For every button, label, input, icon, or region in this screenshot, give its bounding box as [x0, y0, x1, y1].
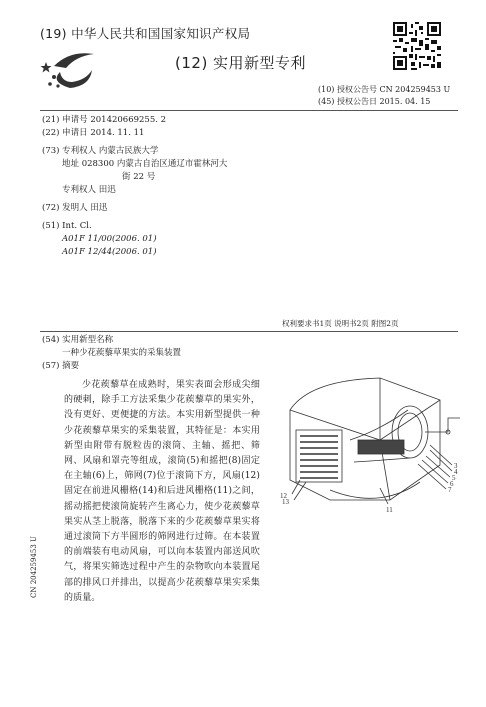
- int-cl-heading: (51) Int. Cl.: [42, 221, 92, 231]
- ipc-class-1: A01F 11/00(2006. 01): [62, 234, 157, 244]
- section-divider: [40, 331, 458, 332]
- utility-model-title: 一种少花蒺藜草果实的采集装置: [62, 348, 182, 358]
- publication-info: [318, 84, 450, 108]
- patentee: (73) 专利权人 内蒙古民族大学: [42, 146, 159, 156]
- ipc-class-2: A01F 12/44(2006. 01): [62, 247, 157, 257]
- cnipa-logo: [40, 42, 100, 94]
- bibliographic-data: [42, 114, 322, 259]
- application-number: (21) 申请号 201420669255. 2: [42, 115, 167, 125]
- figure-label-5: 5: [452, 474, 456, 482]
- qr-code-icon: [393, 22, 441, 70]
- filing-date: (22) 申请日 2014. 11. 11: [42, 128, 145, 138]
- figure-label-6: 6: [450, 480, 454, 488]
- office-title: (19) 中华人民共和国国家知识产权局: [40, 26, 251, 41]
- publication-number: (10) 授权公告号 CN 204259453 U: [318, 85, 451, 94]
- address-line-1: 地址 028300 内蒙古自治区通辽市霍林河大: [62, 159, 228, 169]
- figure-label-7: 7: [448, 486, 452, 494]
- figure-label-3: 3: [454, 462, 458, 470]
- figure-label-13: 13: [282, 498, 289, 506]
- utility-model-name-heading: (54) 实用新型名称: [42, 335, 114, 345]
- figure-label-11: 11: [386, 506, 393, 514]
- figure-label-4: 4: [454, 468, 458, 476]
- abstract-text: 少花蒺藜草在成熟时，果实表面会形成尖细的硬刺，除手工方法采集少花蒺藜草的果实外，没有更好、更便捷的方法。本实用新型提供一种少花蒺藜草果实的采集装置，其特征是：本实用新型由附带有脱粒齿的滚筒、主轴、摇把、筛网、风扇和罩壳等组成，滚筒(5)和摇把(8)固定在主轴(6)上，筛网(7)位于滚筒下方，风扇(12)固定在前进风栅格(14)和后进风栅格(11)之间，摇动摇把使滚筒旋转产生离心力，使少花蒺藜草果实从茎上脱落，脱落下来的少花蒺藜草果实将通过滚筒下方半圆形的筛网进行过筛。在本装置的前端装有电动风扇，可以向本装置内部送风吹气，将果实筛选过程中产生的杂物吹向本装置尾部的排风口并排出，以提高少花蒺藜草果实采集的质量。: [64, 380, 260, 603]
- figure-label-12: 12: [280, 492, 287, 500]
- side-publication-code: CN 204259453 U: [30, 536, 38, 598]
- abstract-heading: (57) 摘要: [42, 361, 80, 371]
- publication-date: (45) 授权公告日 2015. 04. 15: [318, 97, 431, 106]
- header-divider: [40, 110, 458, 111]
- abstract-header-block: [42, 334, 252, 373]
- inventor: (72) 发明人 田迅: [42, 203, 108, 213]
- patent-figure: [270, 370, 470, 520]
- address-line-2: 街 22 号: [122, 172, 156, 182]
- document-type-title: (12) 实用新型专利: [175, 54, 307, 72]
- patentee-2: 专利权人 田迅: [62, 185, 116, 195]
- pages-summary: 权利要求书1页 说明书2页 附图2页: [282, 319, 399, 328]
